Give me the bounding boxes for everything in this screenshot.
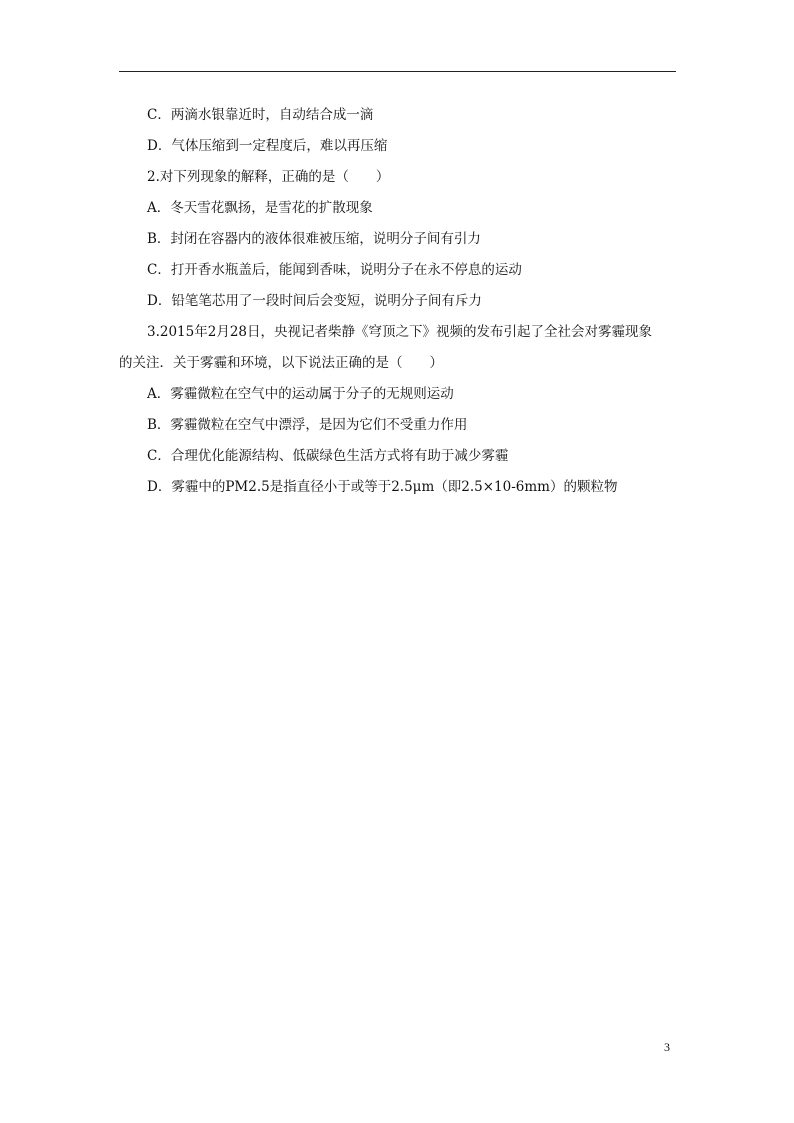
option-a-q3: A．雾霾微粒在空气中的运动属于分子的无规则运动	[147, 386, 454, 402]
document-body	[119, 100, 679, 503]
option-c-q3: C．合理优化能源结构、低碳绿色生活方式将有助于减少雾霾	[147, 448, 509, 464]
option-d-q2: D．铅笔笔芯用了一段时间后会变短，说明分子间有斥力	[147, 293, 482, 309]
option-c-q2: C．打开香水瓶盖后，能闻到香味，说明分子在永不停息的运动	[147, 262, 522, 278]
page-number: 3	[664, 1040, 670, 1054]
header-rule	[119, 71, 676, 72]
question-2: 2.对下列现象的解释，正确的是（ ）	[147, 169, 390, 185]
option-a-q2: A．冬天雪花飘扬，是雪花的扩散现象	[147, 200, 373, 216]
option-c-q1: C．两滴水银靠近时，自动结合成一滴	[147, 107, 374, 123]
option-d-q1: D．气体压缩到一定程度后，难以再压缩	[147, 138, 388, 154]
question-3-line-2: 的关注．关于雾霾和环境，以下说法正确的是（ ）	[119, 355, 443, 371]
option-b-q3: B．雾霾微粒在空气中漂浮，是因为它们不受重力作用	[147, 417, 468, 433]
option-d-q3: D．雾霾中的PM2.5是指直径小于或等于2.5μm（即2.5×10-6mm）的颗粒物	[147, 479, 618, 495]
question-3-line-1: 3.2015年2月28日，央视记者柴静《穹顶之下》视频的发布引起了全社会对雾霾现象	[147, 324, 653, 340]
option-b-q2: B．封闭在容器内的液体很难被压缩，说明分子间有引力	[147, 231, 481, 247]
